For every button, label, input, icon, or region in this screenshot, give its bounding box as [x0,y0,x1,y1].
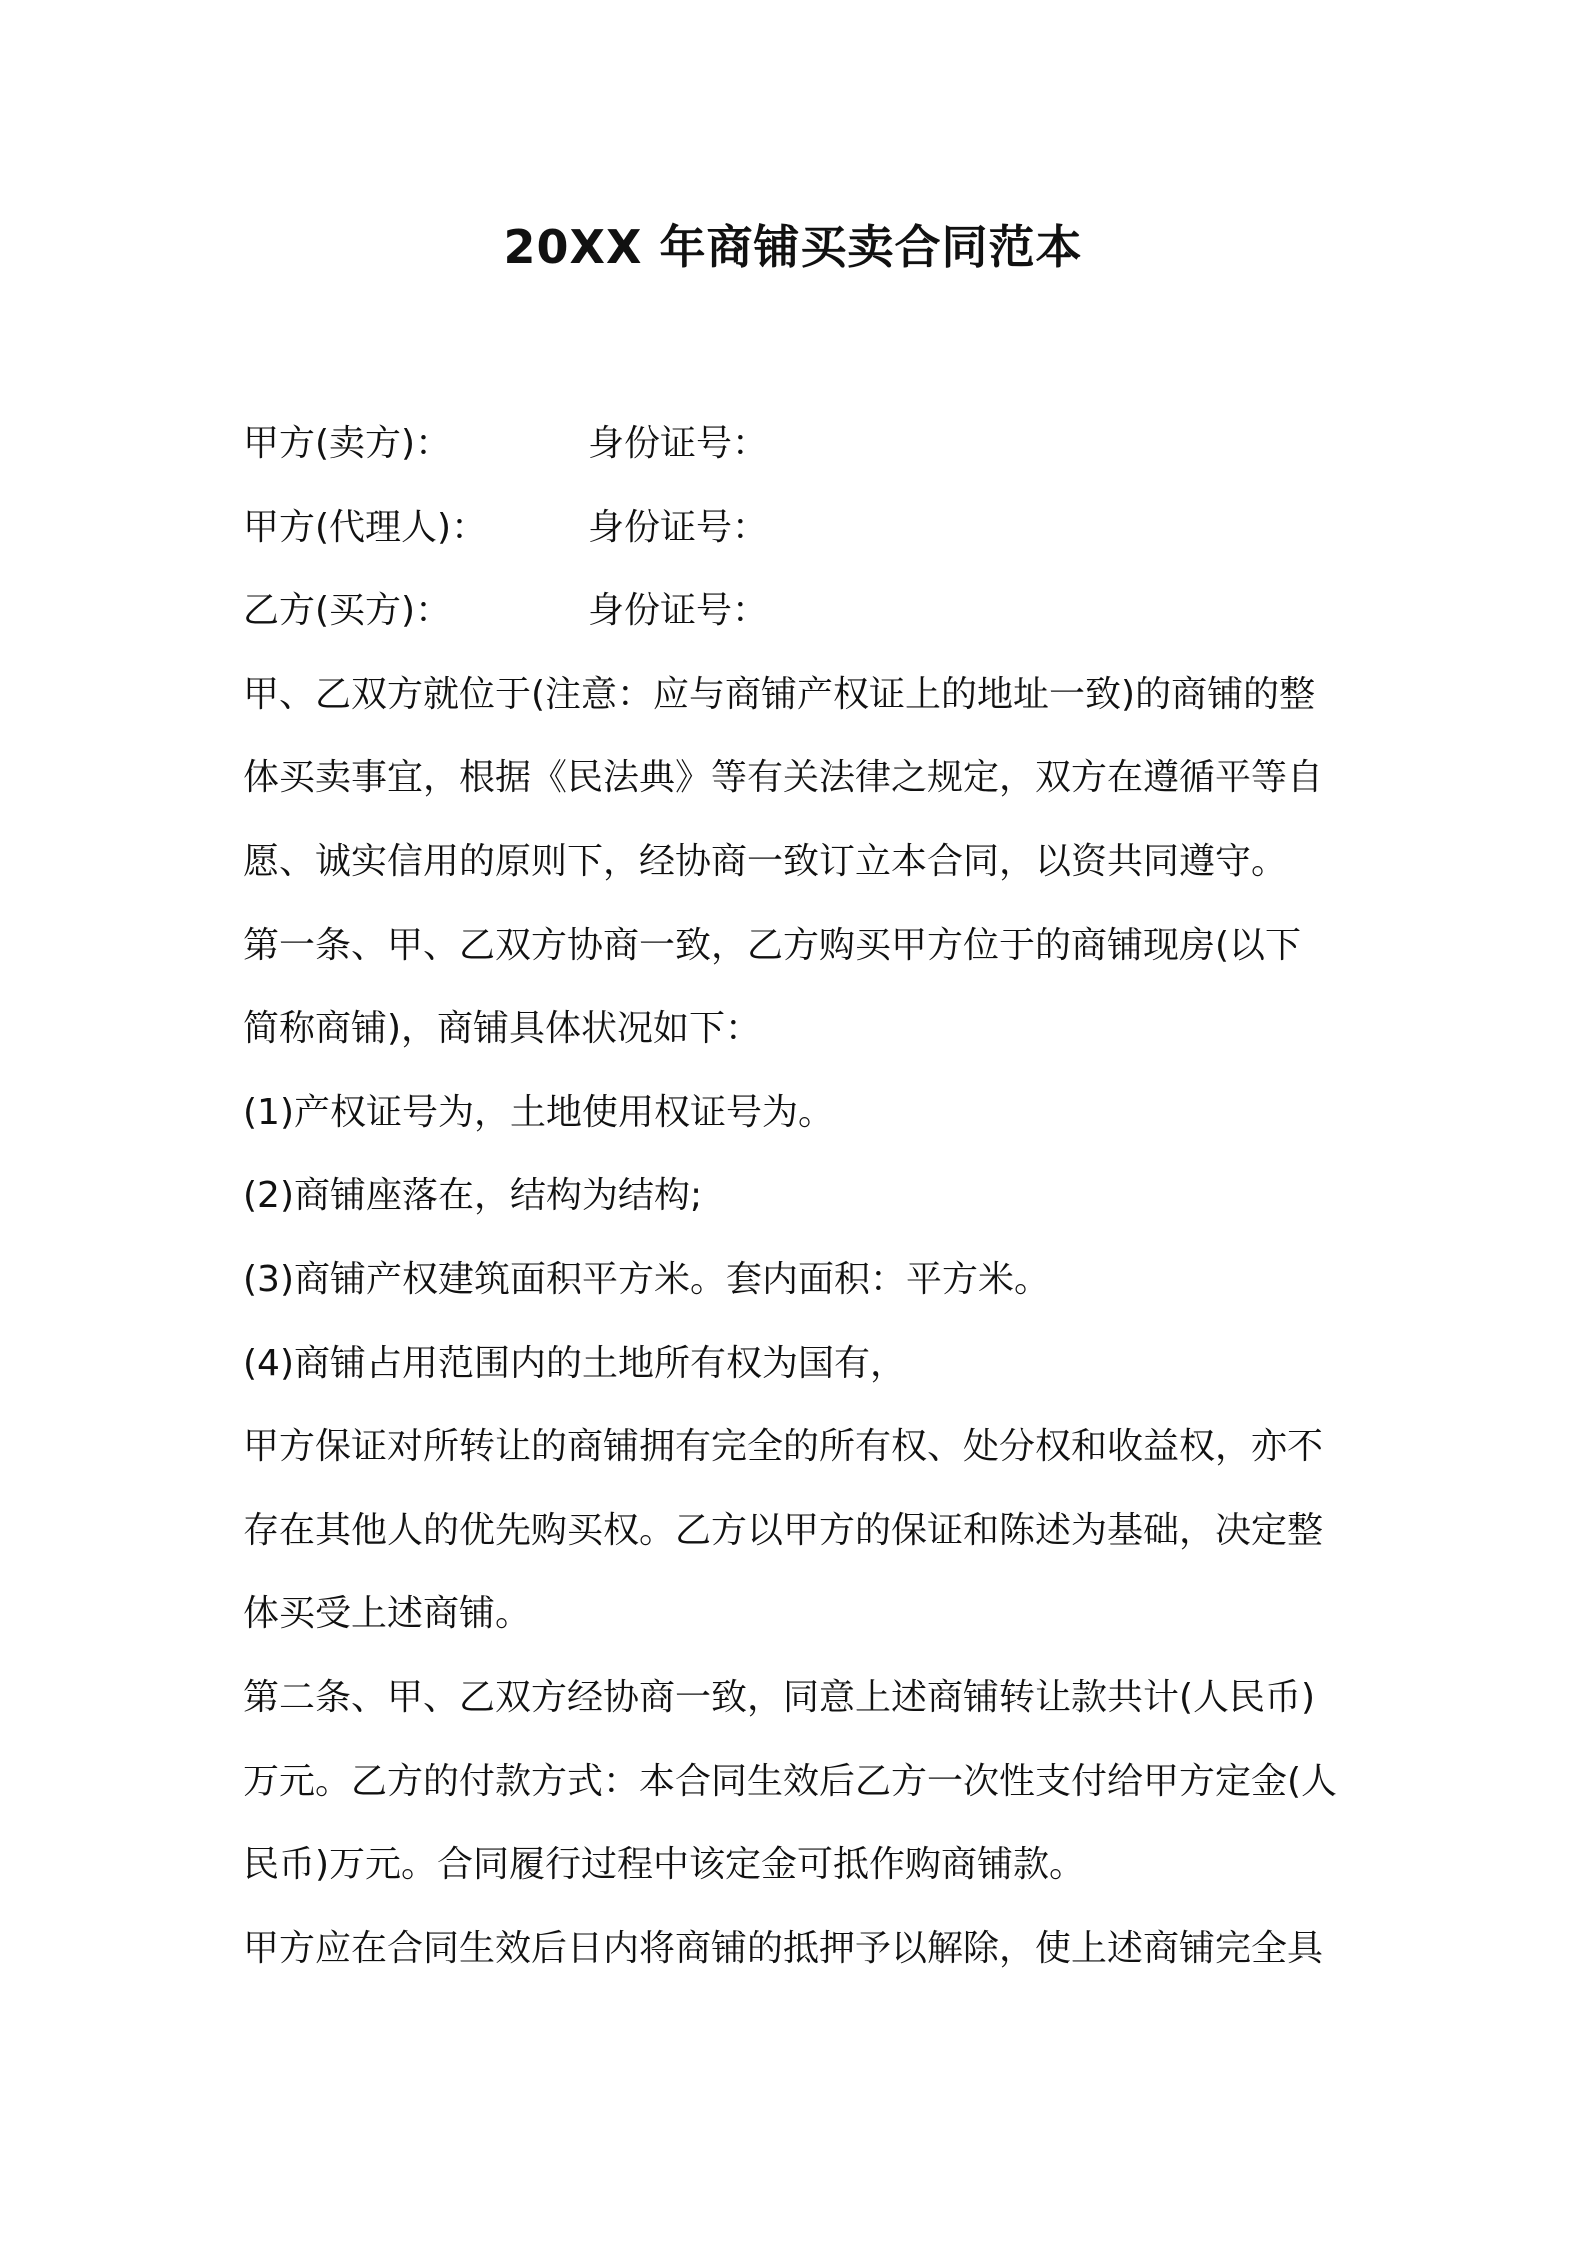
text-line: 甲方应在合同生效后日内将商铺的抵押予以解除，使上述商铺完全具 [243,1927,1324,1969]
text-line: (1)产权证号为，土地使用权证号为。 [243,1091,834,1133]
document-body [243,402,1363,1990]
text-line: 存在其他人的优先购买权。乙方以甲方的保证和陈述为基础，决定整 [243,1509,1324,1551]
text-line: 甲、乙双方就位于(注意：应与商铺产权证上的地址一致)的商铺的整 [243,673,1316,715]
party-label: 甲方(卖方)： [243,423,452,464]
text-line: 甲方保证对所转让的商铺拥有完全的所有权、处分权和收益权，亦不 [243,1426,1324,1468]
text-line: 体买受上述商铺。 [243,1593,532,1635]
text-line: 体买卖事宜，根据《民法典》等有关法律之规定，双方在遵循平等自 [243,757,1324,799]
text-line: 万元。乙方的付款方式：本合同生效后乙方一次性支付给甲方定金(人 [243,1760,1338,1802]
party-row-buyer [243,569,1363,653]
party-label: 乙方(买方)： [243,590,452,632]
text-line: (3)商铺产权建筑面积平方米。套内面积：平方米。 [243,1258,1050,1300]
id-number-label: 身份证号： [588,423,769,464]
party-row-agent [243,486,1363,570]
id-number-label: 身份证号： [588,506,769,548]
text-line: (2)商铺座落在，结构为结构; [243,1175,703,1217]
text-line: 愿、诚实信用的原则下，经协商一致订立本合同，以资共同遵守。 [243,840,1288,882]
text-line: 第二条、甲、乙双方经协商一致，同意上述商铺转让款共计(人民币) [243,1676,1316,1718]
text-line: 民币)万元。合同履行过程中该定金可抵作购商铺款。 [243,1844,1086,1886]
id-number-label: 身份证号： [588,590,769,632]
text-line: 第一条、甲、乙双方协商一致，乙方购买甲方位于的商铺现房(以下 [243,924,1302,966]
party-row-seller [243,402,1363,486]
text-line: (4)商铺占用范围内的土地所有权为国有， [243,1342,906,1384]
document-title: 20XX 年商铺买卖合同范本 [503,220,1083,274]
party-label: 甲方(代理人)： [243,506,488,548]
text-line: 简称商铺)，商铺具体状况如下： [243,1008,762,1050]
